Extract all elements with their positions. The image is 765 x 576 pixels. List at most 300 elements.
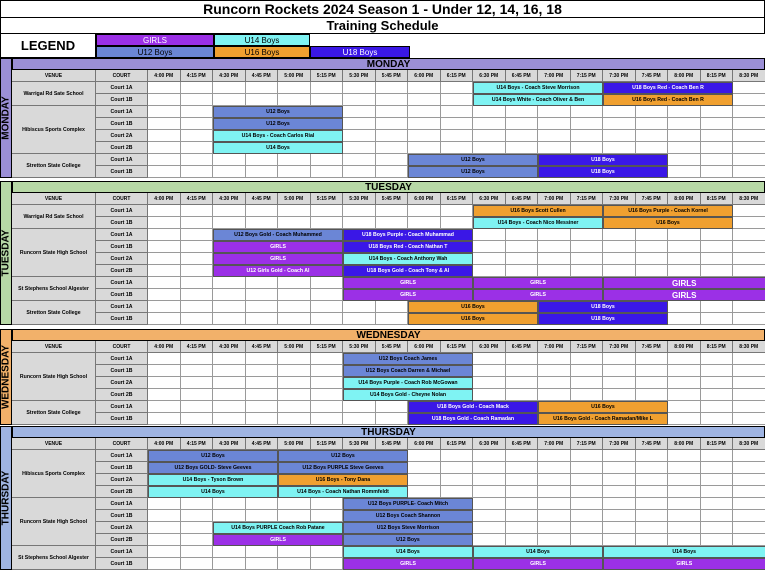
- empty-slot: [213, 546, 246, 558]
- empty-slot: [278, 546, 311, 558]
- session-block: U16 Boys Purple - Coach Kornel: [603, 205, 733, 217]
- empty-slot: [148, 413, 181, 425]
- empty-slot: [701, 474, 734, 486]
- empty-slot: [506, 462, 539, 474]
- court-label: Court 1A: [96, 277, 148, 289]
- court-label: Court 2B: [96, 486, 148, 498]
- session-block: U14 Boys: [603, 546, 765, 558]
- court-label: Court 1A: [96, 546, 148, 558]
- empty-slot: [636, 450, 669, 462]
- empty-slot: [701, 106, 734, 118]
- session-block: U18 Boys Gold - Coach Mack: [408, 401, 538, 413]
- empty-slot: [668, 522, 701, 534]
- empty-slot: [213, 82, 246, 94]
- empty-slot: [571, 130, 604, 142]
- empty-slot: [278, 154, 311, 166]
- empty-slot: [311, 217, 344, 229]
- empty-slot: [506, 522, 539, 534]
- empty-slot: [181, 277, 214, 289]
- time-header: 7:30 PM: [603, 70, 636, 82]
- session-block: U12 Boys Coach James: [343, 353, 473, 365]
- venue-name: Stretton State College: [12, 301, 96, 325]
- time-header: 6:45 PM: [506, 341, 539, 353]
- session-block: U18 Boys Purple - Coach Muhammad: [343, 229, 473, 241]
- court-label: Court 1B: [96, 313, 148, 325]
- empty-slot: [538, 534, 571, 546]
- empty-slot: [278, 401, 311, 413]
- empty-slot: [538, 229, 571, 241]
- empty-slot: [441, 94, 474, 106]
- empty-slot: [668, 462, 701, 474]
- empty-slot: [538, 106, 571, 118]
- empty-slot: [571, 498, 604, 510]
- empty-slot: [376, 154, 409, 166]
- time-header: 4:45 PM: [246, 438, 279, 450]
- empty-slot: [376, 166, 409, 178]
- empty-slot: [701, 353, 734, 365]
- empty-slot: [408, 94, 441, 106]
- empty-slot: [603, 130, 636, 142]
- empty-slot: [441, 486, 474, 498]
- empty-slot: [636, 486, 669, 498]
- empty-slot: [181, 498, 214, 510]
- session-block: GIRLS: [343, 558, 473, 570]
- empty-slot: [181, 510, 214, 522]
- day-header-monday: MONDAY: [12, 58, 765, 70]
- empty-slot: [148, 377, 181, 389]
- time-header: 4:00 PM: [148, 193, 181, 205]
- court-label: Court 1A: [96, 353, 148, 365]
- empty-slot: [181, 353, 214, 365]
- empty-slot: [473, 229, 506, 241]
- empty-slot: [441, 142, 474, 154]
- empty-slot: [408, 450, 441, 462]
- empty-slot: [148, 389, 181, 401]
- time-header: 5:00 PM: [278, 341, 311, 353]
- empty-slot: [701, 365, 734, 377]
- empty-slot: [603, 106, 636, 118]
- session-block: U18 Boys: [538, 313, 668, 325]
- court-label: Court 1A: [96, 498, 148, 510]
- empty-slot: [733, 142, 765, 154]
- session-block: U12 Boys: [408, 166, 538, 178]
- empty-slot: [246, 377, 279, 389]
- empty-slot: [733, 241, 765, 253]
- day-side-label-wednesday: [0, 329, 12, 425]
- court-column-header: COURT: [96, 70, 148, 82]
- empty-slot: [278, 498, 311, 510]
- time-header: 6:00 PM: [408, 193, 441, 205]
- empty-slot: [668, 313, 701, 325]
- empty-slot: [148, 353, 181, 365]
- empty-slot: [181, 313, 214, 325]
- empty-slot: [246, 498, 279, 510]
- court-label: Court 1A: [96, 154, 148, 166]
- session-block: U14 Boys - Coach Steve Morrison: [473, 82, 603, 94]
- session-block: GIRLS: [213, 241, 343, 253]
- empty-slot: [571, 462, 604, 474]
- time-header: 6:45 PM: [506, 193, 539, 205]
- empty-slot: [246, 205, 279, 217]
- empty-slot: [473, 498, 506, 510]
- empty-slot: [311, 365, 344, 377]
- empty-slot: [311, 154, 344, 166]
- empty-slot: [343, 301, 376, 313]
- empty-slot: [538, 130, 571, 142]
- empty-slot: [441, 130, 474, 142]
- time-header: 4:30 PM: [213, 438, 246, 450]
- session-block: U16 Boys: [408, 313, 538, 325]
- empty-slot: [473, 353, 506, 365]
- empty-slot: [181, 130, 214, 142]
- empty-slot: [538, 118, 571, 130]
- empty-slot: [538, 522, 571, 534]
- time-header: 5:45 PM: [376, 193, 409, 205]
- empty-slot: [343, 142, 376, 154]
- empty-slot: [213, 510, 246, 522]
- empty-slot: [181, 205, 214, 217]
- empty-slot: [441, 217, 474, 229]
- empty-slot: [246, 94, 279, 106]
- court-label: Court 1A: [96, 205, 148, 217]
- empty-slot: [213, 289, 246, 301]
- empty-slot: [148, 546, 181, 558]
- court-label: Court 1B: [96, 118, 148, 130]
- empty-slot: [473, 389, 506, 401]
- empty-slot: [538, 498, 571, 510]
- empty-slot: [733, 450, 765, 462]
- empty-slot: [246, 365, 279, 377]
- time-header: 4:00 PM: [148, 341, 181, 353]
- session-block: U12 Boys: [213, 118, 343, 130]
- empty-slot: [538, 265, 571, 277]
- day-side-text: THURSDAY: [0, 470, 12, 526]
- legend-item-u12: U12 Boys: [96, 46, 214, 58]
- empty-slot: [538, 142, 571, 154]
- empty-slot: [603, 241, 636, 253]
- venue-name: Runcorn State High School: [12, 229, 96, 277]
- time-header: 5:15 PM: [311, 438, 344, 450]
- empty-slot: [343, 82, 376, 94]
- session-block: GIRLS: [213, 253, 343, 265]
- empty-slot: [213, 413, 246, 425]
- empty-slot: [603, 253, 636, 265]
- session-block: U12 Boys PURPLE- Coach Mitch: [343, 498, 473, 510]
- empty-slot: [376, 205, 409, 217]
- court-label: Court 1B: [96, 413, 148, 425]
- empty-slot: [148, 301, 181, 313]
- empty-slot: [246, 413, 279, 425]
- empty-slot: [668, 166, 701, 178]
- empty-slot: [473, 522, 506, 534]
- time-header: 7:15 PM: [571, 341, 604, 353]
- empty-slot: [181, 253, 214, 265]
- empty-slot: [603, 118, 636, 130]
- empty-slot: [733, 154, 765, 166]
- empty-slot: [148, 142, 181, 154]
- empty-slot: [311, 558, 344, 570]
- empty-slot: [278, 389, 311, 401]
- empty-slot: [603, 450, 636, 462]
- empty-slot: [571, 534, 604, 546]
- time-header: 8:30 PM: [733, 341, 765, 353]
- empty-slot: [148, 94, 181, 106]
- empty-slot: [668, 265, 701, 277]
- empty-slot: [473, 474, 506, 486]
- empty-slot: [603, 377, 636, 389]
- time-header: 7:15 PM: [571, 193, 604, 205]
- empty-slot: [246, 313, 279, 325]
- empty-slot: [473, 142, 506, 154]
- session-block: U16 Boys: [538, 401, 668, 413]
- empty-slot: [636, 118, 669, 130]
- session-block: GIRLS: [473, 289, 603, 301]
- empty-slot: [408, 142, 441, 154]
- empty-slot: [181, 154, 214, 166]
- session-block: U16 Boys Red - Coach Ben R: [603, 94, 733, 106]
- empty-slot: [538, 377, 571, 389]
- empty-slot: [603, 462, 636, 474]
- empty-slot: [181, 413, 214, 425]
- empty-slot: [733, 486, 765, 498]
- empty-slot: [701, 498, 734, 510]
- empty-slot: [733, 82, 765, 94]
- empty-slot: [506, 253, 539, 265]
- empty-slot: [506, 265, 539, 277]
- empty-slot: [668, 253, 701, 265]
- empty-slot: [538, 241, 571, 253]
- empty-slot: [733, 413, 765, 425]
- time-header: 6:00 PM: [408, 438, 441, 450]
- time-header: 7:15 PM: [571, 438, 604, 450]
- empty-slot: [278, 413, 311, 425]
- empty-slot: [473, 253, 506, 265]
- day-side-text: MONDAY: [0, 96, 12, 140]
- empty-slot: [538, 510, 571, 522]
- empty-slot: [246, 301, 279, 313]
- empty-slot: [246, 166, 279, 178]
- court-label: Court 2A: [96, 377, 148, 389]
- empty-slot: [733, 205, 765, 217]
- time-header: 7:00 PM: [538, 193, 571, 205]
- empty-slot: [571, 365, 604, 377]
- empty-slot: [311, 546, 344, 558]
- empty-slot: [603, 498, 636, 510]
- empty-slot: [506, 498, 539, 510]
- empty-slot: [701, 142, 734, 154]
- court-label: Court 2B: [96, 142, 148, 154]
- session-block: U14 Boys - Coach Anthony Wah: [343, 253, 473, 265]
- empty-slot: [311, 205, 344, 217]
- session-block: U14 Boys: [213, 142, 343, 154]
- time-header: 5:30 PM: [343, 193, 376, 205]
- empty-slot: [473, 265, 506, 277]
- time-header: 5:30 PM: [343, 70, 376, 82]
- time-header: 7:45 PM: [636, 438, 669, 450]
- empty-slot: [343, 217, 376, 229]
- empty-slot: [213, 166, 246, 178]
- empty-slot: [246, 510, 279, 522]
- empty-slot: [213, 94, 246, 106]
- time-header: 5:30 PM: [343, 341, 376, 353]
- court-label: Court 2A: [96, 130, 148, 142]
- empty-slot: [603, 486, 636, 498]
- court-label: Court 1B: [96, 462, 148, 474]
- empty-slot: [278, 365, 311, 377]
- empty-slot: [701, 313, 734, 325]
- empty-slot: [636, 229, 669, 241]
- empty-slot: [506, 353, 539, 365]
- empty-slot: [571, 510, 604, 522]
- court-label: Court 1B: [96, 94, 148, 106]
- empty-slot: [376, 413, 409, 425]
- empty-slot: [278, 353, 311, 365]
- empty-slot: [603, 229, 636, 241]
- session-block: U14 Boys - Coach Nathan Rommfeldt: [278, 486, 408, 498]
- session-block: U18 Boys Red - Coach Ben R: [603, 82, 733, 94]
- empty-slot: [538, 486, 571, 498]
- session-block: GIRLS: [343, 277, 473, 289]
- time-header: 4:45 PM: [246, 341, 279, 353]
- venue-name: Runcorn State High School: [12, 353, 96, 401]
- empty-slot: [571, 474, 604, 486]
- day-side-text: WEDNESDAY: [0, 344, 12, 410]
- empty-slot: [701, 413, 734, 425]
- empty-slot: [278, 301, 311, 313]
- empty-slot: [181, 558, 214, 570]
- day-side-label-thursday: [0, 426, 12, 570]
- time-header: 6:30 PM: [473, 341, 506, 353]
- empty-slot: [571, 450, 604, 462]
- session-block: GIRLS: [473, 277, 603, 289]
- court-label: Court 2A: [96, 474, 148, 486]
- session-block: U16 Boys - Tony Dana: [278, 474, 408, 486]
- empty-slot: [343, 130, 376, 142]
- empty-slot: [148, 289, 181, 301]
- empty-slot: [473, 534, 506, 546]
- empty-slot: [278, 205, 311, 217]
- empty-slot: [506, 377, 539, 389]
- empty-slot: [733, 365, 765, 377]
- empty-slot: [733, 106, 765, 118]
- empty-slot: [701, 229, 734, 241]
- empty-slot: [668, 301, 701, 313]
- empty-slot: [343, 154, 376, 166]
- empty-slot: [636, 534, 669, 546]
- session-block: U14 Boys Purple - Coach Rob McGowan: [343, 377, 473, 389]
- time-header: 5:45 PM: [376, 341, 409, 353]
- empty-slot: [278, 94, 311, 106]
- empty-slot: [571, 522, 604, 534]
- legend-item-girls: GIRLS: [96, 34, 214, 46]
- empty-slot: [181, 94, 214, 106]
- empty-slot: [311, 377, 344, 389]
- session-block: U14 Boys - Coach Carlos Rial: [213, 130, 343, 142]
- session-block: GIRLS: [473, 558, 603, 570]
- empty-slot: [506, 486, 539, 498]
- empty-slot: [668, 474, 701, 486]
- empty-slot: [571, 253, 604, 265]
- empty-slot: [506, 450, 539, 462]
- session-block: U12 Girls Gold - Coach Al: [213, 265, 343, 277]
- venue-name: Hibiscus Sports Complex: [12, 106, 96, 154]
- venue-column-header: VENUE: [12, 193, 96, 205]
- session-block: U14 Boys PURPLE Coach Rob Patane: [213, 522, 343, 534]
- empty-slot: [473, 462, 506, 474]
- empty-slot: [473, 106, 506, 118]
- empty-slot: [408, 486, 441, 498]
- empty-slot: [441, 205, 474, 217]
- venue-name: Stretton State College: [12, 401, 96, 425]
- session-block: U18 Boys: [538, 154, 668, 166]
- empty-slot: [571, 377, 604, 389]
- empty-slot: [376, 106, 409, 118]
- empty-slot: [181, 546, 214, 558]
- day-side-text: TUESDAY: [0, 229, 12, 277]
- empty-slot: [571, 353, 604, 365]
- empty-slot: [148, 534, 181, 546]
- time-header: 4:00 PM: [148, 70, 181, 82]
- empty-slot: [213, 377, 246, 389]
- session-block: U14 Boys - Coach Nico Messiner: [473, 217, 603, 229]
- empty-slot: [408, 106, 441, 118]
- empty-slot: [701, 522, 734, 534]
- empty-slot: [733, 498, 765, 510]
- empty-slot: [603, 365, 636, 377]
- empty-slot: [636, 365, 669, 377]
- court-label: Court 1A: [96, 401, 148, 413]
- time-header: 7:30 PM: [603, 438, 636, 450]
- time-header: 5:30 PM: [343, 438, 376, 450]
- venue-column-header: VENUE: [12, 438, 96, 450]
- empty-slot: [636, 106, 669, 118]
- empty-slot: [148, 205, 181, 217]
- session-block: U12 Boys GOLD- Steve Geeves: [148, 462, 278, 474]
- session-block: GIRLS: [603, 558, 765, 570]
- empty-slot: [213, 498, 246, 510]
- empty-slot: [246, 154, 279, 166]
- empty-slot: [408, 205, 441, 217]
- empty-slot: [636, 253, 669, 265]
- empty-slot: [733, 130, 765, 142]
- court-label: Court 1A: [96, 82, 148, 94]
- empty-slot: [148, 130, 181, 142]
- empty-slot: [636, 353, 669, 365]
- empty-slot: [246, 401, 279, 413]
- empty-slot: [733, 377, 765, 389]
- empty-slot: [148, 166, 181, 178]
- empty-slot: [343, 94, 376, 106]
- empty-slot: [538, 450, 571, 462]
- empty-slot: [701, 166, 734, 178]
- empty-slot: [213, 353, 246, 365]
- empty-slot: [148, 82, 181, 94]
- time-header: 8:30 PM: [733, 193, 765, 205]
- empty-slot: [278, 377, 311, 389]
- empty-slot: [636, 462, 669, 474]
- day-side-label-tuesday: [0, 181, 12, 325]
- empty-slot: [181, 118, 214, 130]
- legend-item-u16: U16 Boys: [214, 46, 310, 58]
- empty-slot: [408, 118, 441, 130]
- time-header: 8:00 PM: [668, 193, 701, 205]
- empty-slot: [506, 130, 539, 142]
- time-header: 4:45 PM: [246, 70, 279, 82]
- time-header: 4:30 PM: [213, 70, 246, 82]
- empty-slot: [733, 534, 765, 546]
- time-header: 4:00 PM: [148, 438, 181, 450]
- empty-slot: [668, 154, 701, 166]
